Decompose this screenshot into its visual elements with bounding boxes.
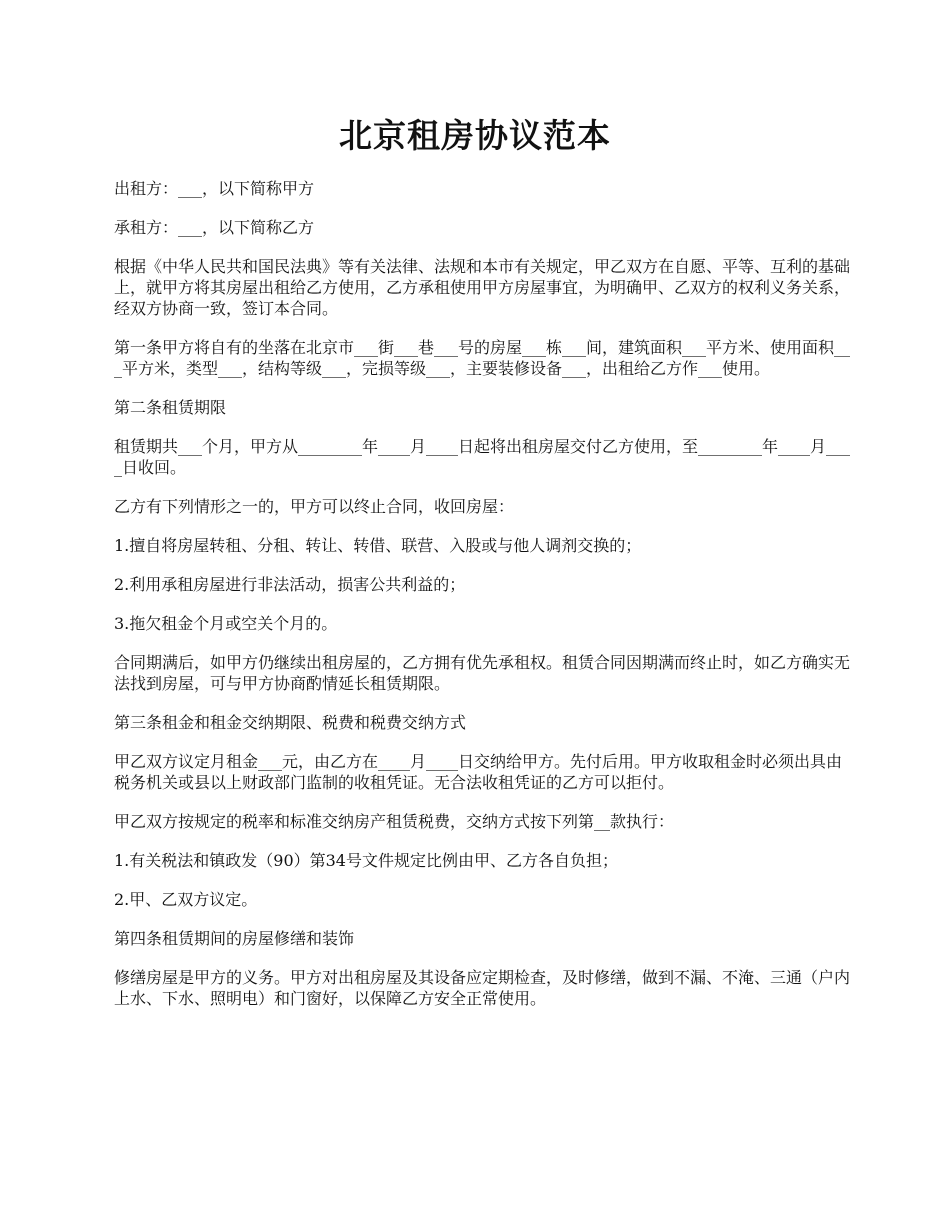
paragraph-preamble: 根据《中华人民共和国民法典》等有关法律、法规和本市有关规定，甲乙双方在自愿、平等、互利的基础上，就甲方将其房屋出租给乙方使用，乙方承租使用甲方房屋事宜，为明确甲、乙双方的权利义务关系，经双方协商一致，签订本合同。 (114, 257, 851, 318)
heading-article-3: 第三条租金和租金交纳期限、税费和税费交纳方式 (114, 713, 467, 732)
list-item-tax-2: 2.甲、乙双方议定。 (114, 890, 258, 909)
paragraph-lease-term: 租赁期共___个月，甲方从________年____月____日起将出租房屋交付乙方使用，至________年____月____日收回。 (114, 437, 851, 477)
paragraph-termination-conditions: 乙方有下列情形之一的，甲方可以终止合同，收回房屋： (114, 497, 515, 516)
paragraph-renewal: 合同期满后，如甲方仍继续出租房屋的，乙方拥有优先承租权。租赁合同因期满而终止时，如乙方确实无法找到房屋，可与甲方协商酌情延长租赁期限。 (114, 653, 851, 693)
list-item-termination-3: 3.拖欠租金个月或空关个月的。 (114, 614, 338, 633)
list-item-termination-1: 1.擅自将房屋转租、分租、转让、转借、联营、入股或与他人调剂交换的； (114, 536, 642, 555)
list-item-termination-2: 2.利用承租房屋进行非法活动，损害公共利益的； (114, 575, 466, 594)
heading-article-2: 第二条租赁期限 (114, 398, 227, 417)
paragraph-article-1: 第一条甲方将自有的坐落在北京市___街___巷___号的房屋___栋___间，建筑面积___平方米、使用面积___平方米，类型___，结构等级___，完损等级___，主要装修设备___，出租给乙方作___使用。 (114, 338, 851, 378)
list-item-tax-1: 1.有关税法和镇政发（90）第34号文件规定比例由甲、乙方各自负担； (114, 851, 618, 870)
paragraph-lessee: 承租方：___，以下简称乙方 (114, 218, 315, 237)
document-title: 北京租房协议范本 (339, 116, 611, 155)
paragraph-repairs: 修缮房屋是甲方的义务。甲方对出租房屋及其设备应定期检查，及时修缮，做到不漏、不淹、三通（户内上水、下水、照明电）和门窗好，以保障乙方安全正常使用。 (114, 968, 851, 1008)
paragraph-rent: 甲乙双方议定月租金___元，由乙方在____月____日交纳给甲方。先付后用。甲方收取租金时必须出具由税务机关或县以上财政部门监制的收租凭证。无合法收租凭证的乙方可以拒付。 (114, 752, 843, 792)
heading-article-4: 第四条租赁期间的房屋修缮和装饰 (114, 929, 355, 948)
paragraph-taxes: 甲乙双方按规定的税率和标准交纳房产租赁税费，交纳方式按下列第__款执行： (114, 812, 675, 831)
paragraph-lessor: 出租方：___，以下简称甲方 (114, 179, 315, 198)
document-body (114, 178, 854, 1027)
